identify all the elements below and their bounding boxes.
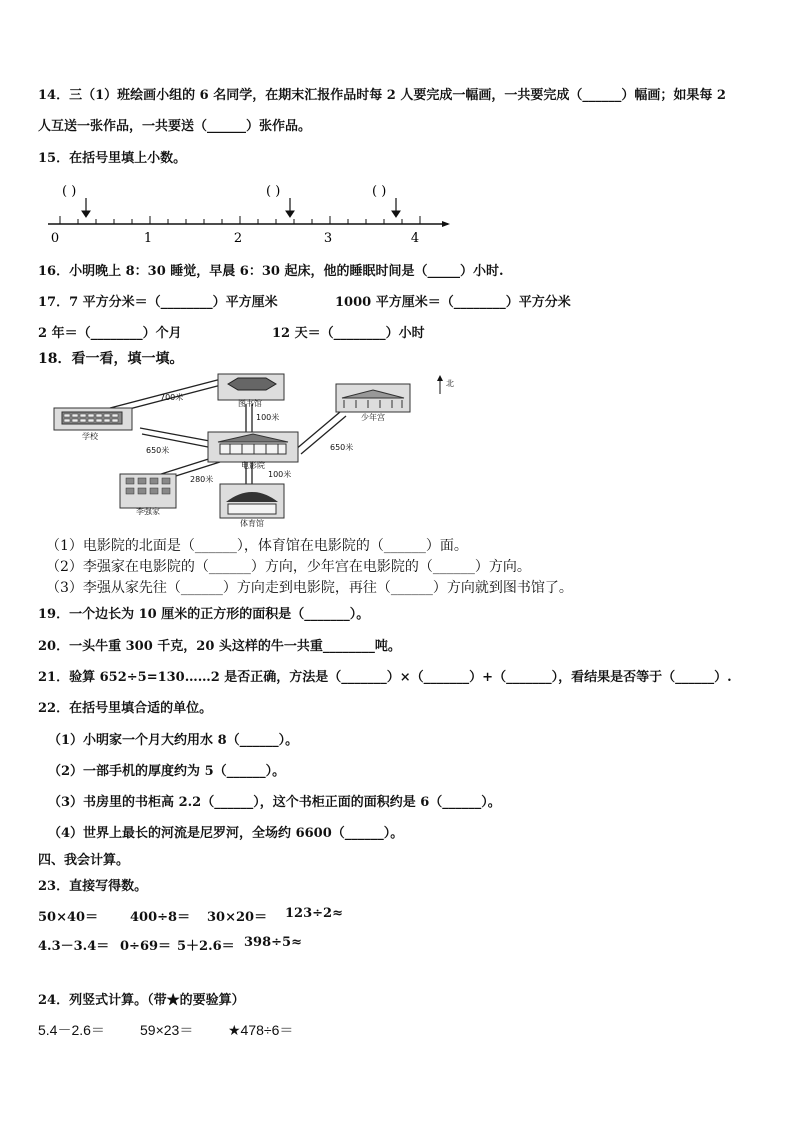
question-14-line-1: 14．三（1）班绘画小组的 6 名同学，在期末汇报作品时每 2 人要完成一幅画，一共要完成（______）幅画；如果每 2 [38, 88, 726, 103]
north-label: 北 [446, 379, 454, 388]
distance-library-cinema: 100米 [256, 413, 280, 422]
school-label: 学校 [82, 432, 98, 441]
tick-label-3: 3 [323, 231, 333, 246]
question-15-title: 15．在括号里填上小数。 [38, 151, 187, 166]
calc-item: 398÷5≈ [244, 935, 302, 950]
distance-youth-cinema: 650米 [330, 443, 354, 452]
question-18-sub-2: （2）李强家在电影院的（______）方向，少年宫在电影院的（______）方向。 [46, 559, 531, 575]
question-23-title: 23．直接写得数。 [38, 879, 148, 894]
question-22-sub-4: （4）世界上最长的河流是尼罗河，全场约 6600（______）。 [48, 826, 404, 841]
question-22-sub-3: （3）书房里的书柜高 2.2（______），这个书柜正面的面积约是 6（______）。 [48, 795, 501, 810]
question-17-c: 2 年＝（________）个月 [38, 326, 182, 341]
question-24-title: 24．列竖式计算。（带★的要验算） [38, 993, 245, 1008]
question-22-sub-2: （2）一部手机的厚度约为 5（______）。 [48, 764, 286, 779]
calc-item: 0÷69＝ [120, 939, 172, 954]
blank-1: ( ) [62, 184, 77, 199]
blank-2: ( ) [266, 184, 281, 199]
home-label: 李强家 [136, 507, 160, 516]
vertical-calc-item: 5.4－2.6＝ [38, 1022, 105, 1038]
tick-label-2: 2 [233, 231, 243, 246]
question-17-b: 1000 平方厘米＝（________）平方分米 [335, 295, 571, 310]
vertical-calc-item: ★478÷6＝ [228, 1022, 294, 1038]
question-17-a: 17．7 平方分米＝（________）平方厘米 [38, 295, 278, 310]
question-18-title: 18．看一看，填一填。 [38, 351, 184, 367]
question-21: 21．验算 652÷5=130……2 是否正确，方法是（_______）×（_______）+（_______），看结果是否等于（______）. [38, 670, 732, 685]
question-22-title: 22．在括号里填合适的单位。 [38, 701, 213, 716]
gym-label: 体育馆 [240, 519, 264, 528]
school-building-icon [54, 408, 132, 430]
calc-item: 5＋2.6＝ [177, 939, 235, 954]
distance-school-library: 700米 [160, 393, 184, 402]
number-line [40, 176, 460, 246]
blank-3: ( ) [372, 184, 387, 199]
home-building-icon [120, 474, 176, 508]
section-4-heading: 四、我会计算。 [38, 853, 130, 868]
map-diagram [50, 370, 470, 530]
question-22-sub-1: （1）小明家一个月大约用水 8（______）。 [48, 733, 299, 748]
distance-school-cinema: 650米 [146, 446, 170, 455]
question-19: 19．一个边长为 10 厘米的正方形的面积是（_______）。 [38, 607, 370, 622]
calc-item: 123÷2≈ [285, 906, 343, 921]
cinema-label: 电影院 [241, 461, 265, 470]
tick-label-1: 1 [143, 231, 153, 246]
arrow-down-icon [82, 198, 90, 217]
question-18-sub-1: （1）电影院的北面是（______），体育馆在电影院的（______）面。 [46, 538, 468, 554]
calc-item: 400÷8＝ [130, 910, 191, 925]
distance-cinema-gym: 100米 [268, 470, 292, 479]
arrow-down-icon [392, 198, 400, 217]
arrow-down-icon [286, 198, 294, 217]
calc-item: 4.3－3.4＝ [38, 939, 110, 954]
youth-palace-building-icon [336, 384, 410, 412]
question-17-d: 12 天＝（________）小时 [272, 326, 425, 341]
tick-label-0: 0 [50, 231, 60, 246]
library-label: 图书馆 [238, 399, 262, 408]
question-18-sub-3: （3）李强从家先往（______）方向走到电影院，再往（______）方向就到图书馆了。 [46, 580, 573, 596]
question-20: 20．一头牛重 300 千克，20 头这样的牛一共重________吨。 [38, 639, 401, 654]
tick-label-4: 4 [410, 231, 420, 246]
cinema-building-icon [208, 432, 298, 462]
gym-building-icon [220, 484, 284, 518]
north-arrow-icon [437, 375, 443, 394]
distance-home-cinema: 280米 [190, 475, 214, 484]
library-building-icon [218, 374, 284, 400]
calc-item: 30×20＝ [207, 910, 268, 925]
question-14-line-2: 人互送一张作品，一共要送（______）张作品。 [38, 119, 312, 134]
calc-item: 50×40＝ [38, 910, 99, 925]
youth-palace-label: 少年宫 [361, 413, 385, 422]
vertical-calc-item: 59×23＝ [140, 1022, 194, 1038]
question-16: 16．小明晚上 8：30 睡觉，早晨 6：30 起床，他的睡眠时间是（_____）小时. [38, 264, 504, 279]
